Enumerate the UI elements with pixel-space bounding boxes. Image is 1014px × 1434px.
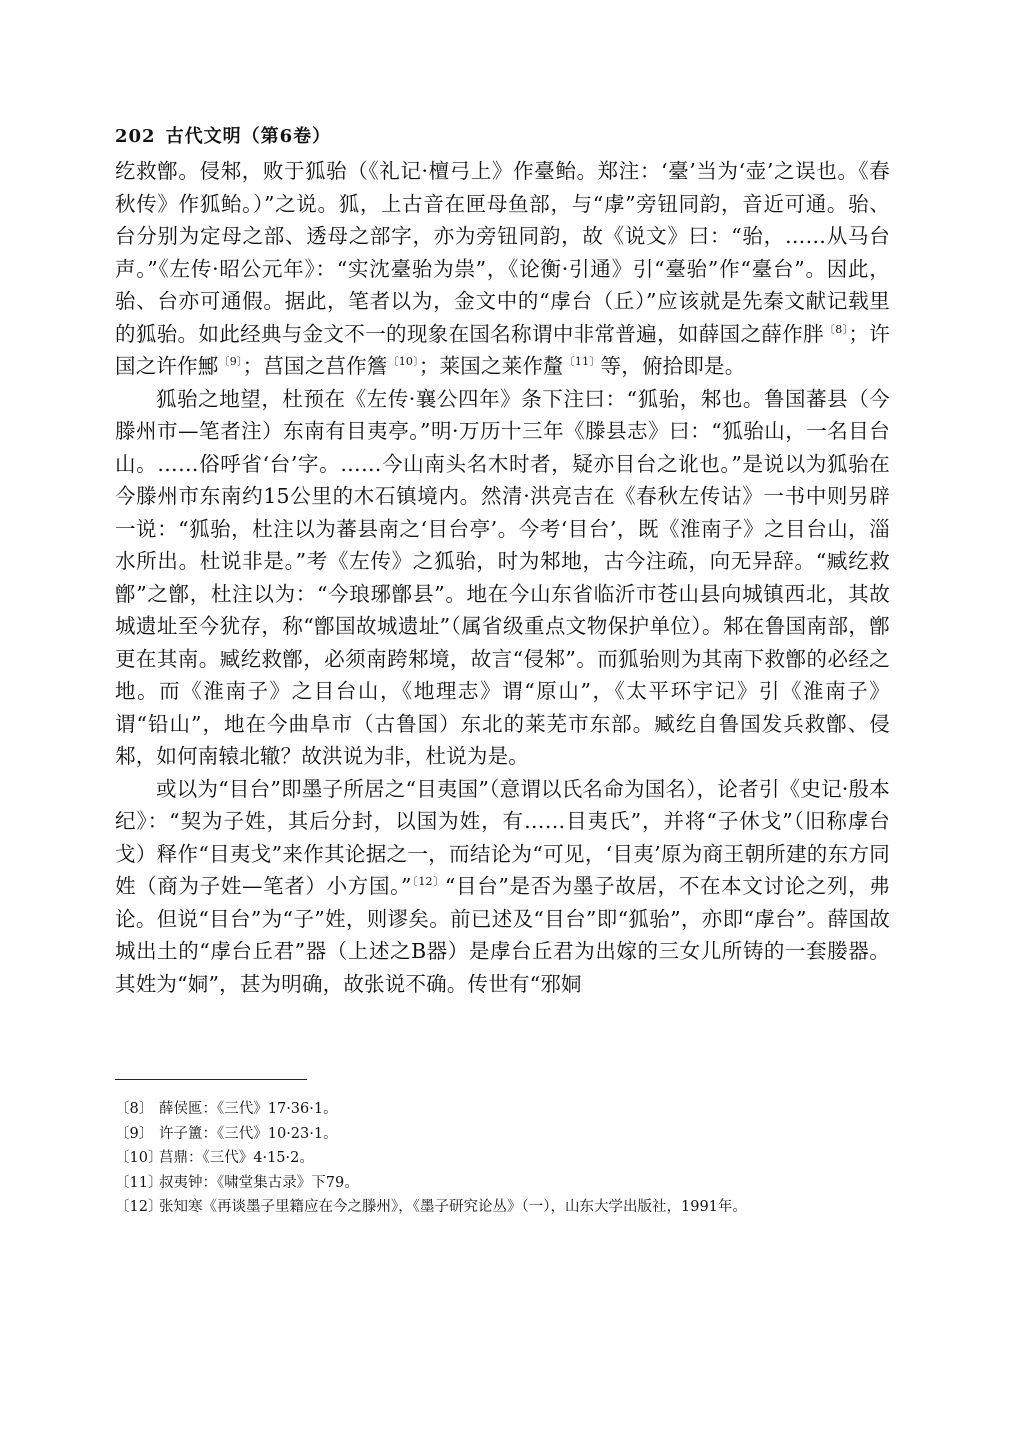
footnote-item (115, 1171, 895, 1196)
footnote-ref: 〔11〕 (563, 355, 601, 369)
paragraph (115, 773, 890, 1001)
footnote-number: 〔11〕 (115, 1174, 163, 1191)
footnote-number: 〔10〕 (115, 1150, 163, 1166)
footnote-text: 薛侯匜：《三代》17·36·1。 (159, 1101, 338, 1117)
footnote-item (115, 1146, 895, 1171)
footnote-text: 许子簠：《三代》10·23·1。 (159, 1125, 338, 1142)
paragraph (115, 383, 890, 773)
footnote-item (115, 1195, 895, 1220)
footnote-number: 〔9〕 (115, 1125, 154, 1142)
footnote-ref: 〔9〕 (218, 355, 243, 369)
running-header (115, 122, 331, 148)
text-run: 或以为“目台”即墨子所居之“目夷国”（意谓以氏名命为国名），论者引《史记·殷本纪》：“契为子姓，其后分封，以国为姓，有……目夷氏”，并将“子休戈”（旧称虖台戈）释作“目夷戈”来作其论据之一，而结论为“可见，‘目夷’原为商王朝所建的东方同姓（商为子姓—笔者）小方国。” (115, 776, 890, 898)
footnote-item (115, 1097, 895, 1122)
footnote-ref: 〔10〕 (387, 355, 419, 369)
text-run: ；许国之许作鄦 (115, 321, 890, 378)
text-run: 等，俯拾即是。 (600, 354, 746, 378)
footnote-ref: 〔8〕 (823, 322, 849, 336)
footnote-number: 〔8〕 (115, 1101, 154, 1117)
footnote-number: 〔12〕 (115, 1199, 163, 1215)
footnote-separator (115, 1079, 307, 1080)
footnote-item (115, 1122, 895, 1147)
footnote-text: 莒鼎：《三代》4·15·2。 (159, 1150, 314, 1166)
text-run: 狐骀之地望，杜预在《左传·襄公四年》条下注曰：“狐骀，邾也。鲁国蕃县（今滕州市—笔者注）东南有目夷亭。”明·万历十三年《滕县志》曰：“狐骀山，一名目台山。……俗呼省‘台’字。……今山南头名木时者，疑亦目台之讹也。”是说以为狐骀在今滕州市东南约15公里的木石镇境内。然清·洪亮吉在《春秋左传诂》一书中则另辟一说：“狐骀，杜注以为蕃县南之‘目台亭’。今考‘目台’，既《淮南子》之目台山，淄水所出。杜说非是。”考《左传》之狐骀，时为邾地，古今注疏，向无异辞。“臧纥救鄫”之鄫，杜注以为：“今琅琊鄫县”。地在今山东省临沂市苍山县向城镇西北，其故城遗址至今犹存，称“鄫国故城遗址”（属省级重点文物保护单位）。邾在鲁国南部，鄫更在其南。臧纥救鄫，必须南跨邾境，故言“侵邾”。而狐骀则为其南下救鄫的必经之地。而《淮南子》之目台山，《地理志》谓“原山”，《太平环宇记》引《淮南子》谓“铅山”，地在今曲阜市（古鲁国）东北的莱芜市东部。臧纥自鲁国发兵救鄫、侵邾，如何南辕北辙？故洪说为非，杜说为是。 (115, 386, 890, 768)
paragraph (115, 155, 890, 383)
main-text (115, 155, 890, 1000)
footnotes (115, 1097, 895, 1220)
text-run: 纥救鄫。侵邾，败于狐骀（《礼记·檀弓上》作臺鲐。郑注：‘臺’当为‘壶’之误也。《春秋传》作狐鲐。）”之说。狐，上古音在匣母鱼部，与“虖”旁钮同韵，音近可通。骀、台分别为定母之部、透母之部字，亦为旁钮同韵，故《说文》曰：“骀，……从马台声。”《左传·昭公元年》：“实沈臺骀为祟”，《论衡·引通》引“臺骀”作“臺台”。因此，骀、台亦可通假。据此，笔者以为，金文中的“虖台（丘）”应该就是先秦文献记载里的狐骀。如此经典与金文不一的现象在国名称谓中非常普遍，如薛国之薛作胖 (115, 159, 890, 346)
text-run: ；莱国之莱作釐 (418, 354, 564, 378)
footnote-ref: 〔12〕 (411, 875, 445, 889)
text-run: ；莒国之莒作簷 (242, 354, 388, 378)
footnote-text: 张知寒《再谈墨子里籍应在今之滕州》，《墨子研究论丛》（一），山东大学出版社，1991年。 (159, 1199, 747, 1215)
page-number: 202 (115, 126, 156, 147)
footnote-text: 叔夷钟：《啸堂集古录》下79。 (159, 1174, 359, 1191)
text-run: “目台”是否为墨子故居，不在本文讨论之列，弗论。但说“目台”为“子”姓，则谬矣。前已述及“目台”即“狐骀”，亦即“虖台”。薛国故城出土的“虖台丘君”器（上述之B器）是虖台丘君为出嫁的三女儿所铸的一套媵器。其姓为“姛”，甚为明确，故张说不确。传世有“邪姛 (115, 874, 890, 996)
book-title: 古代文明（第6卷） (165, 126, 332, 147)
